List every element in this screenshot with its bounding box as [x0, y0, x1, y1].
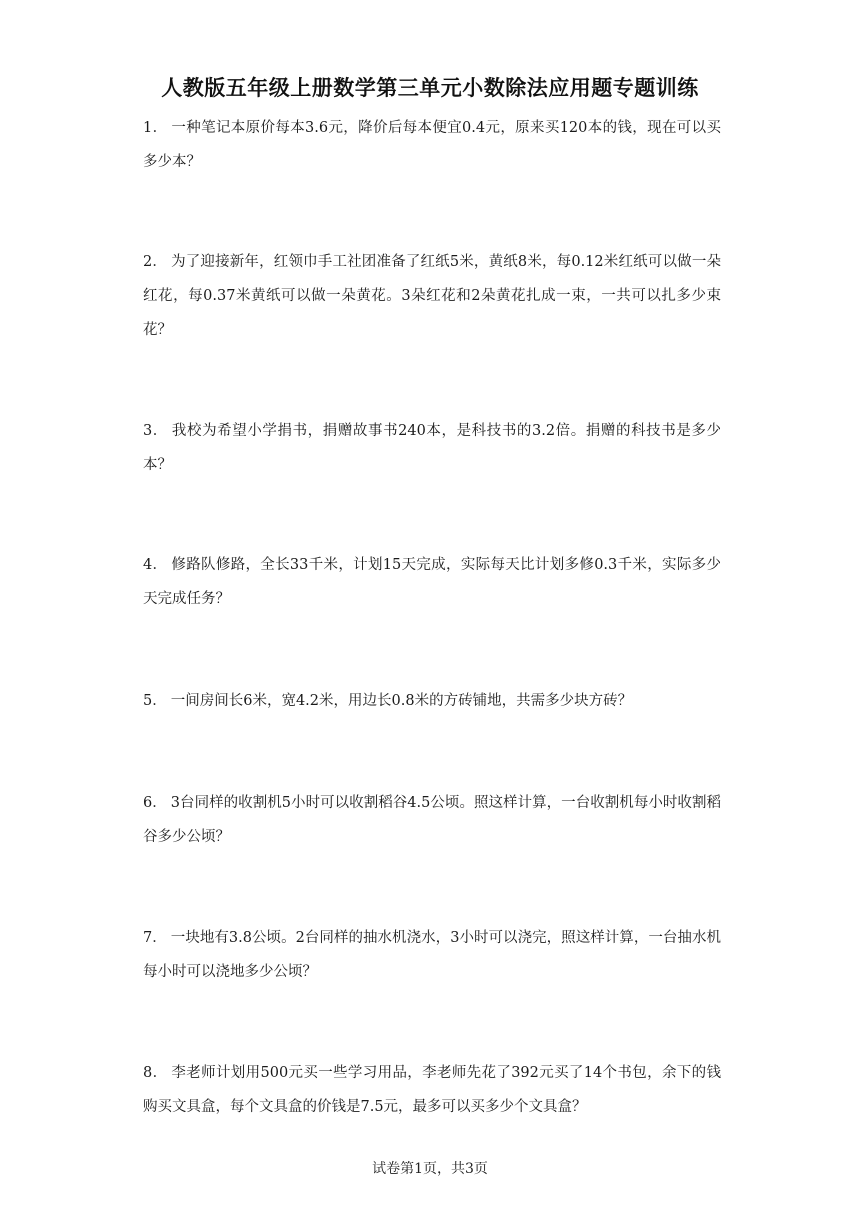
question-text: 为了迎接新年，红领巾手工社团准备了红纸5米，黄纸8米，每0.12米红纸可以做一朵红花，每0.37米黄纸可以做一朵黄花。3朵红花和2朵黄花扎成一束，一共可以扎多少束花？ — [143, 254, 721, 338]
page-title: 人教版五年级上册数学第三单元小数除法应用题专题训练 — [161, 76, 699, 100]
question-3 — [143, 414, 721, 482]
question-text: 我校为希望小学捐书，捐赠故事书240本，是科技书的3.2倍。捐赠的科技书是多少本？ — [143, 423, 722, 473]
question-number: 2． — [143, 254, 168, 270]
page-footer: 试卷第1页，共3页 — [372, 1161, 488, 1177]
question-text: 修路队修路，全长33千米，计划15天完成，实际每天比计划多修0.3千米，实际多少天完成任务？ — [143, 557, 721, 607]
question-number: 8． — [143, 1065, 168, 1081]
question-7 — [143, 921, 721, 989]
question-5 — [143, 684, 721, 718]
question-number: 4． — [143, 557, 168, 573]
question-number: 1． — [143, 120, 168, 136]
question-text: 一间房间长6米，宽4.2米，用边长0.8米的方砖铺地，共需多少块方砖？ — [170, 693, 633, 709]
question-number: 5． — [143, 693, 167, 709]
question-6 — [143, 786, 721, 854]
question-4 — [143, 548, 721, 616]
question-text: 一种笔记本原价每本3.6元，降价后每本便宜0.4元，原来买120本的钱，现在可以买多少本？ — [143, 120, 721, 170]
question-number: 7． — [143, 930, 167, 946]
question-2 — [143, 245, 721, 347]
question-text: 3台同样的收割机5小时可以收割稻谷4.5公顷。照这样计算，一台收割机每小时收割稻谷多少公顷？ — [143, 795, 721, 845]
question-8 — [143, 1056, 721, 1124]
question-number: 3． — [143, 423, 168, 439]
question-1 — [143, 111, 721, 179]
question-text: 一块地有3.8公顷。2台同样的抽水机浇水，3小时可以浇完，照这样计算，一台抽水机每小时可以浇地多少公顷？ — [143, 930, 721, 980]
question-number: 6． — [143, 795, 167, 811]
question-text: 李老师计划用500元买一些学习用品，李老师先花了392元买了14个书包，余下的钱购买文具盒，每个文具盒的价钱是7.5元，最多可以买多少个文具盒？ — [143, 1065, 721, 1115]
